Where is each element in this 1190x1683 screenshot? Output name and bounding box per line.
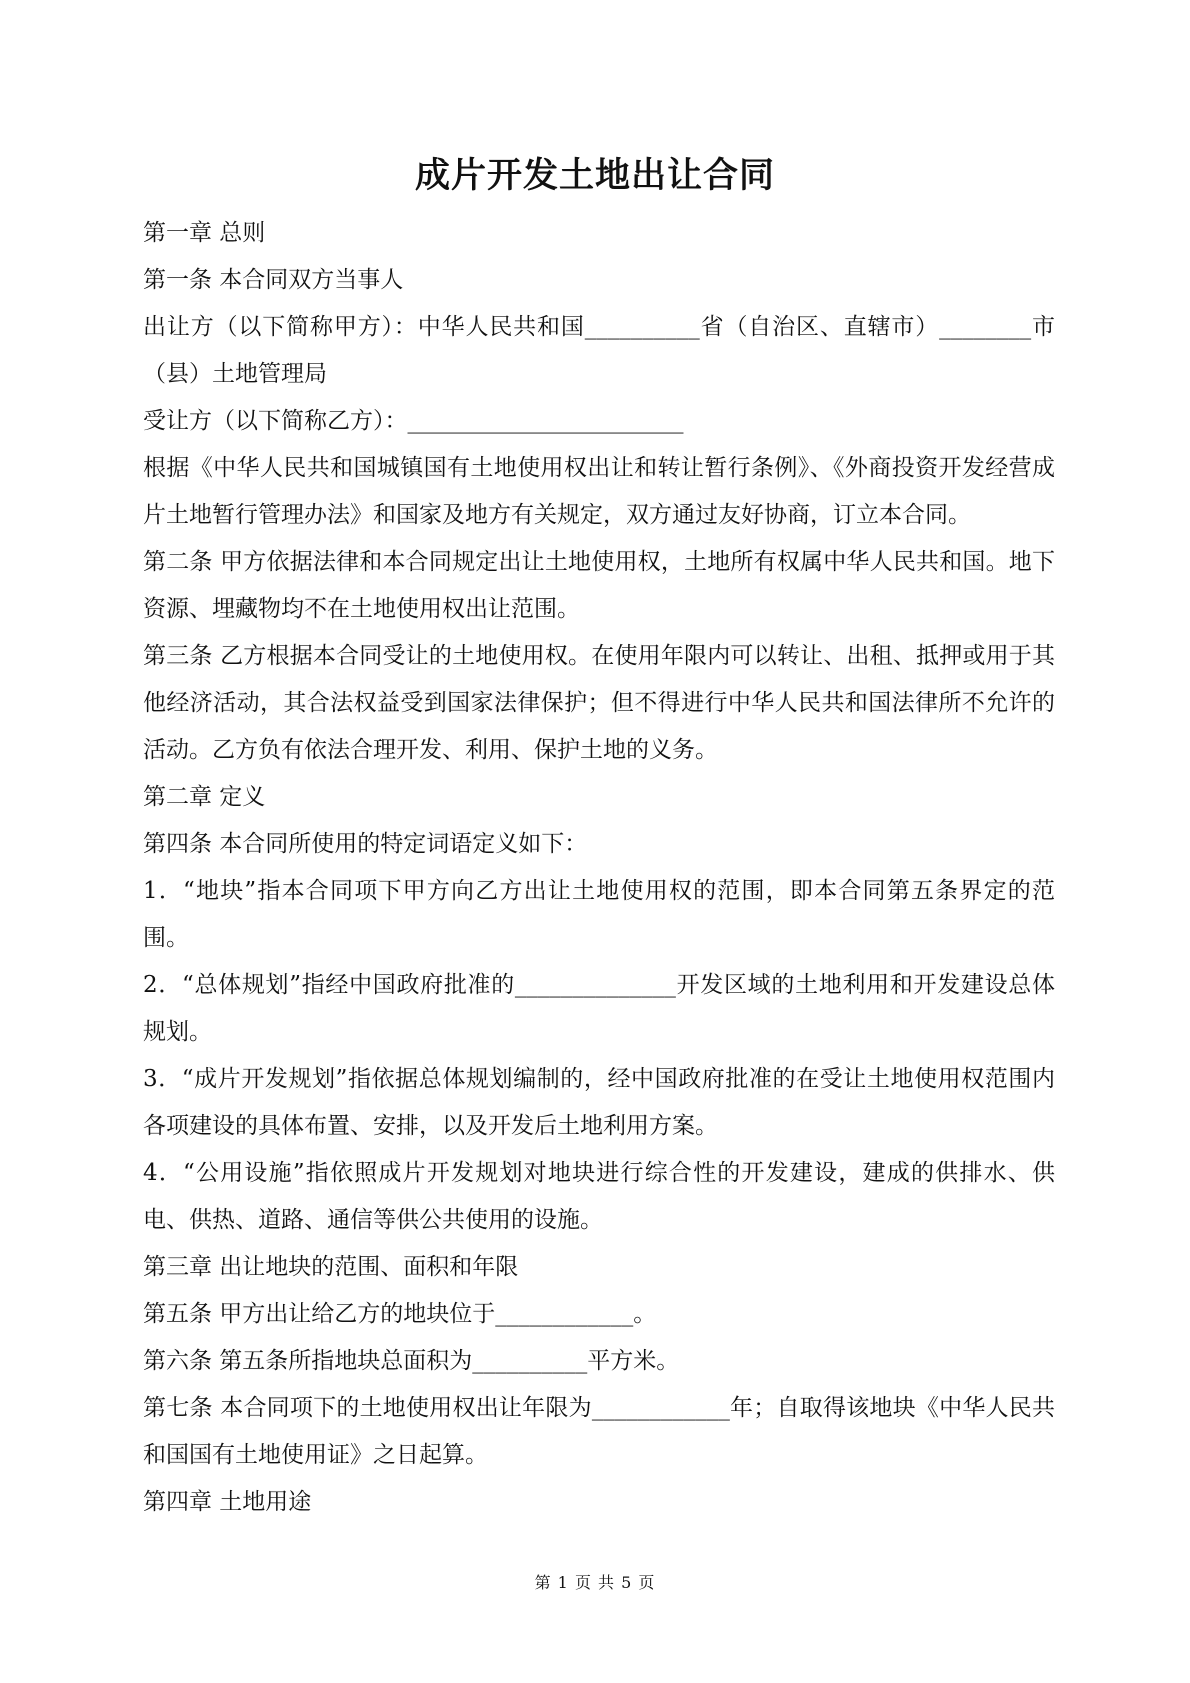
definition-item: 4．“公用设施”指依照成片开发规划对地块进行综合性的开发建设，建成的供排水、供电、供热、道路、通信等供公共使用的设施。 [143, 1160, 1055, 1233]
definition-item: 1．“地块”指本合同项下甲方向乙方出让土地使用权的范围，即本合同第五条界定的范围。 [143, 878, 1055, 951]
chapter-heading: 第一章 总则 [143, 220, 266, 246]
article-paragraph: 第七条 本合同项下的土地使用权出让年限为____________年；自取得该地块《中华人民共和国国有土地使用证》之日起算。 [143, 1395, 1055, 1468]
definition-item: 2．“总体规划”指经中国政府批准的______________开发区域的土地利用和开发建设总体规划。 [143, 972, 1055, 1045]
article-paragraph: 第五条 甲方出让给乙方的地块位于____________。 [143, 1301, 657, 1327]
article-paragraph: 第六条 第五条所指地块总面积为__________平方米。 [143, 1348, 680, 1374]
article-paragraph: 根据《中华人民共和国城镇国有土地使用权出让和转让暂行条例》、《外商投资开发经营成片土地暂行管理办法》和国家及地方有关规定，双方通过友好协商，订立本合同。 [143, 455, 1055, 528]
chapter-heading: 第四章 土地用途 [143, 1489, 312, 1515]
article-paragraph: 第三条 乙方根据本合同受让的土地使用权。在使用年限内可以转让、出租、抵押或用于其他经济活动，其合法权益受到国家法律保护；但不得进行中华人民共和国法律所不允许的活动。乙方负有依法合理开发、利用、保护土地的义务。 [143, 643, 1055, 763]
chapter-heading: 第三章 出让地块的范围、面积和年限 [143, 1254, 519, 1280]
document-body [143, 210, 1055, 1526]
document-title: 成片开发土地出让合同 [414, 155, 775, 196]
chapter-heading: 第二章 定义 [143, 784, 266, 810]
article-paragraph: 第四条 本合同所使用的特定词语定义如下： [143, 831, 588, 857]
article-paragraph: 受让方（以下简称乙方）：________________________ [143, 408, 684, 434]
definition-item: 3．“成片开发规划”指依据总体规划编制的，经中国政府批准的在受让土地使用权范围内各项建设的具体布置、安排，以及开发后土地利用方案。 [143, 1066, 1055, 1139]
article-paragraph: 出让方（以下简称甲方）：中华人民共和国__________省（自治区、直辖市）________市（县）土地管理局 [143, 314, 1055, 387]
article-paragraph: 第一条 本合同双方当事人 [143, 267, 404, 293]
article-paragraph: 第二条 甲方依据法律和本合同规定出让土地使用权，土地所有权属中华人民共和国。地下资源、埋藏物均不在土地使用权出让范围。 [143, 549, 1055, 622]
page-number-footer: 第 1 页 共 5 页 [534, 1573, 656, 1592]
